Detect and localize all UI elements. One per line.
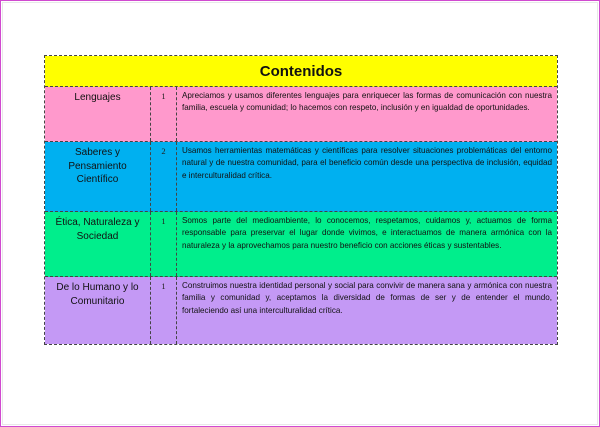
table-row-lenguajes bbox=[45, 87, 557, 142]
table-row-saberes bbox=[45, 142, 557, 212]
area-cell: Lenguajes bbox=[45, 87, 151, 141]
content-cell: Somos parte del medioambiente, lo conocemos, respetamos, cuidamos y, actuamos de forma responsable para preservar el lugar donde vivimos, e interactuamos de manera armónica con la naturaleza y la aprovechamos para nuestro beneficio con acciones éticas y sustentables. bbox=[182, 216, 552, 250]
number-cell: 1 bbox=[151, 277, 177, 344]
table-title-row bbox=[45, 56, 557, 87]
table-title: Contenidos bbox=[259, 62, 343, 80]
content-cell: Construimos nuestra identidad personal y social para convivir de manera sana y armónica con nuestra familia y comunidad y, aceptamos la diversidad de formas de ser y de entender el mundo, fortaleciendo así una interculturalidad crítica. bbox=[182, 281, 552, 315]
contenidos-table bbox=[44, 55, 558, 345]
number-cell: 2 bbox=[151, 142, 177, 211]
table-row-etica bbox=[45, 212, 557, 277]
table-row-humano bbox=[45, 277, 557, 344]
number-cell: 1 bbox=[151, 87, 177, 141]
number-cell: 1 bbox=[151, 212, 177, 276]
area-cell: Saberes y Pensamiento Científico bbox=[45, 142, 151, 211]
area-cell: Ética, Naturaleza y Sociedad bbox=[45, 212, 151, 276]
area-cell: De lo Humano y lo Comunitario bbox=[45, 277, 151, 344]
content-cell: Usamos herramientas matemáticas y científicas para resolver situaciones problemáticas del entorno natural y de nuestra comunidad, para el beneficio común desde una perspectiva de inclusión, equidad e interculturalidad crítica. bbox=[182, 146, 552, 180]
content-cell: Apreciamos y usamos diferentes lenguajes para enriquecer las formas de comunicación con nuestra familia, escuela y comunidad; lo hacemos con respeto, inclusión y en igualdad de oportunidades. bbox=[182, 91, 552, 113]
